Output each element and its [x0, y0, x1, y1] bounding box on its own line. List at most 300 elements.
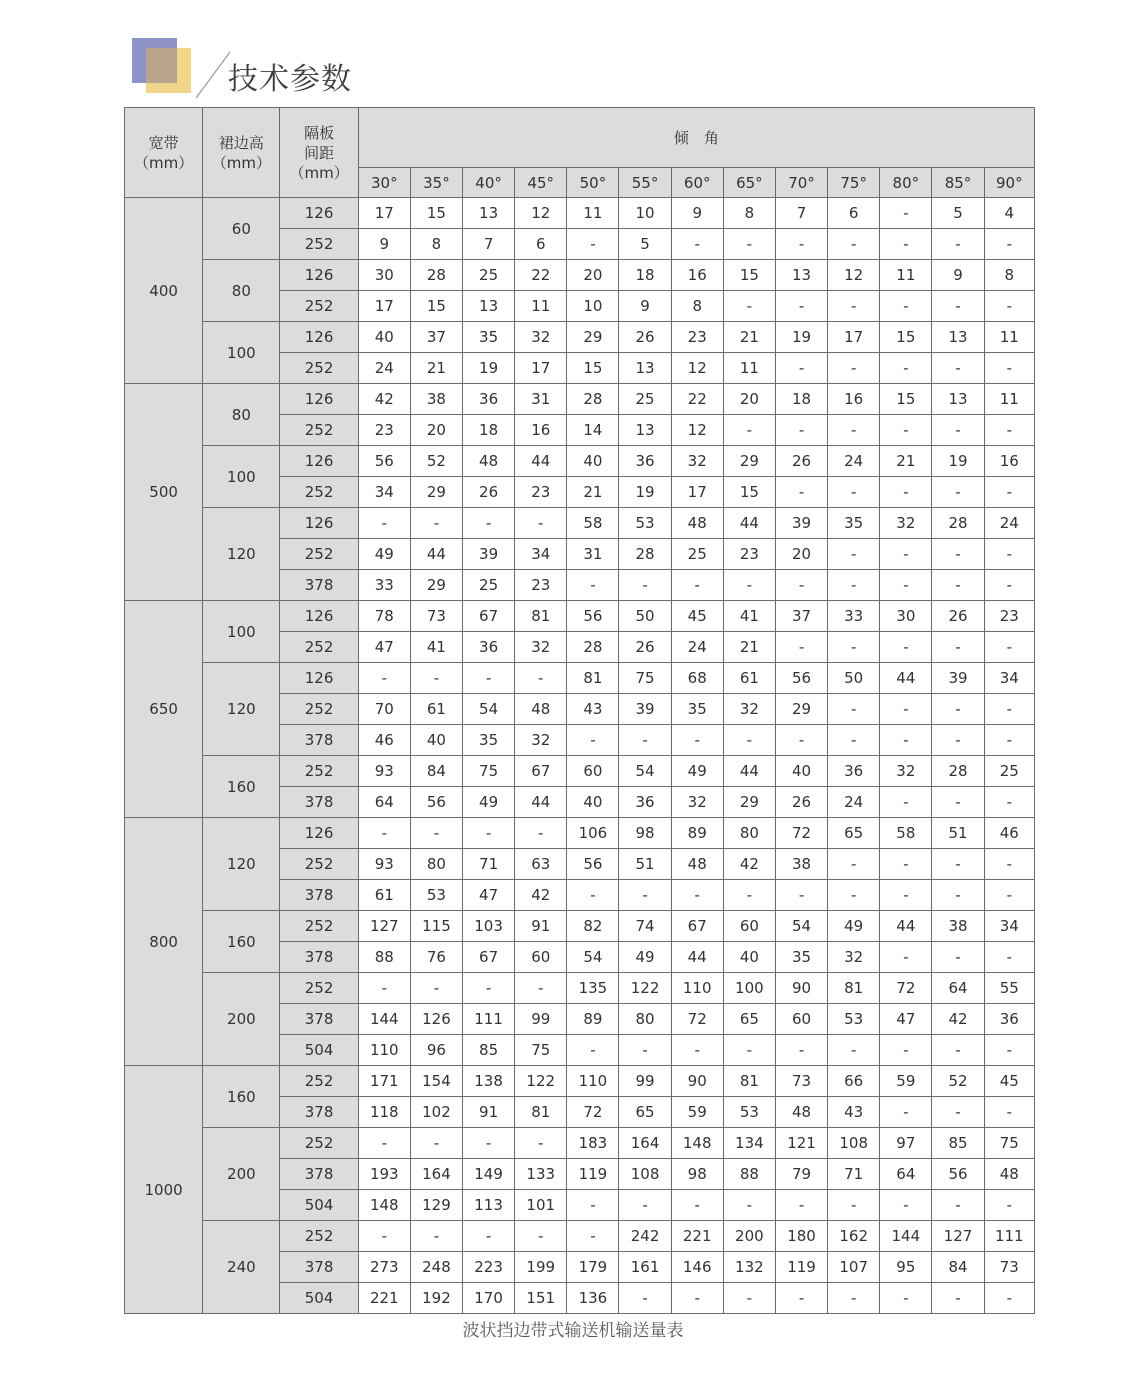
capacity-cell: 22 — [515, 260, 567, 291]
capacity-cell: 19 — [932, 446, 984, 477]
capacity-cell: 49 — [619, 942, 671, 973]
capacity-cell: - — [880, 725, 932, 756]
capacity-cell: 39 — [932, 663, 984, 694]
cleat-spacing-cell: 126 — [280, 260, 358, 291]
capacity-cell: 75 — [619, 663, 671, 694]
header-skirt: 裙边高 （mm） — [203, 108, 280, 198]
skirt-height-cell: 100 — [203, 322, 280, 384]
capacity-cell: 44 — [723, 508, 775, 539]
capacity-cell: 24 — [984, 508, 1034, 539]
capacity-cell: - — [671, 1035, 723, 1066]
capacity-cell: 192 — [410, 1283, 462, 1314]
capacity-cell: - — [775, 415, 827, 446]
skirt-height-cell: 80 — [203, 260, 280, 322]
capacity-cell: 26 — [463, 477, 515, 508]
capacity-cell: 33 — [828, 601, 880, 632]
capacity-cell: - — [880, 942, 932, 973]
capacity-cell: - — [775, 477, 827, 508]
capacity-cell: 36 — [463, 632, 515, 663]
capacity-cell: 35 — [828, 508, 880, 539]
capacity-cell: - — [463, 663, 515, 694]
capacity-cell: 81 — [723, 1066, 775, 1097]
capacity-cell: - — [410, 1128, 462, 1159]
capacity-cell: 9 — [619, 291, 671, 322]
cleat-spacing-cell: 378 — [280, 725, 358, 756]
capacity-cell: 54 — [567, 942, 619, 973]
cleat-spacing-cell: 252 — [280, 973, 358, 1004]
capacity-cell: 59 — [671, 1097, 723, 1128]
cleat-spacing-cell: 252 — [280, 1066, 358, 1097]
capacity-cell: 13 — [932, 322, 984, 353]
capacity-cell: - — [932, 415, 984, 446]
capacity-cell: 66 — [828, 1066, 880, 1097]
capacity-cell: 51 — [932, 818, 984, 849]
capacity-cell: - — [567, 570, 619, 601]
capacity-cell: 13 — [775, 260, 827, 291]
capacity-cell: 106 — [567, 818, 619, 849]
capacity-cell: - — [932, 849, 984, 880]
capacity-cell: - — [619, 570, 671, 601]
capacity-cell: 46 — [984, 818, 1034, 849]
capacity-cell: - — [671, 725, 723, 756]
skirt-height-cell: 100 — [203, 601, 280, 663]
capacity-cell: - — [984, 942, 1034, 973]
cleat-spacing-cell: 126 — [280, 322, 358, 353]
capacity-cell: 170 — [463, 1283, 515, 1314]
capacity-cell: 242 — [619, 1221, 671, 1252]
capacity-cell: 40 — [723, 942, 775, 973]
capacity-cell: 15 — [723, 260, 775, 291]
capacity-cell: - — [410, 1221, 462, 1252]
capacity-cell: - — [775, 1035, 827, 1066]
capacity-cell: - — [828, 415, 880, 446]
capacity-cell: - — [932, 1035, 984, 1066]
header-angle: 35° — [410, 168, 462, 198]
capacity-cell: 134 — [723, 1128, 775, 1159]
capacity-cell: 89 — [671, 818, 723, 849]
capacity-cell: 81 — [515, 601, 567, 632]
capacity-cell: 17 — [358, 291, 410, 322]
capacity-cell: - — [984, 880, 1034, 911]
cleat-spacing-cell: 252 — [280, 849, 358, 880]
capacity-cell: 91 — [515, 911, 567, 942]
capacity-cell: 76 — [410, 942, 462, 973]
capacity-cell: 67 — [463, 942, 515, 973]
cleat-spacing-cell: 378 — [280, 1004, 358, 1035]
capacity-cell: 154 — [410, 1066, 462, 1097]
capacity-cell: 23 — [984, 601, 1034, 632]
capacity-cell: 99 — [515, 1004, 567, 1035]
header-angle: 60° — [671, 168, 723, 198]
capacity-cell: 70 — [358, 694, 410, 725]
capacity-cell: 28 — [932, 508, 984, 539]
capacity-cell: 73 — [410, 601, 462, 632]
capacity-cell: 127 — [932, 1221, 984, 1252]
belt-width-cell: 400 — [125, 198, 203, 384]
capacity-cell: 44 — [515, 446, 567, 477]
capacity-cell: 20 — [775, 539, 827, 570]
capacity-cell: - — [515, 818, 567, 849]
capacity-cell: 6 — [515, 229, 567, 260]
capacity-cell: 60 — [775, 1004, 827, 1035]
capacity-cell: - — [880, 787, 932, 818]
capacity-cell: - — [984, 694, 1034, 725]
capacity-cell: - — [984, 570, 1034, 601]
capacity-cell: - — [828, 725, 880, 756]
capacity-cell: - — [880, 415, 932, 446]
capacity-cell: - — [671, 1190, 723, 1221]
capacity-cell: - — [880, 353, 932, 384]
capacity-cell: 13 — [932, 384, 984, 415]
capacity-cell: 28 — [619, 539, 671, 570]
capacity-cell: 180 — [775, 1221, 827, 1252]
capacity-cell: 31 — [567, 539, 619, 570]
skirt-height-cell: 120 — [203, 508, 280, 601]
capacity-cell: 16 — [671, 260, 723, 291]
capacity-cell: 20 — [567, 260, 619, 291]
capacity-cell: 19 — [463, 353, 515, 384]
capacity-cell: 30 — [880, 601, 932, 632]
capacity-cell: - — [984, 632, 1034, 663]
cleat-spacing-cell: 126 — [280, 663, 358, 694]
capacity-cell: - — [828, 1190, 880, 1221]
capacity-cell: 11 — [515, 291, 567, 322]
capacity-cell: 11 — [723, 353, 775, 384]
capacity-cell: 44 — [671, 942, 723, 973]
capacity-cell: - — [775, 353, 827, 384]
capacity-cell: 43 — [828, 1097, 880, 1128]
capacity-cell: 129 — [410, 1190, 462, 1221]
capacity-cell: 84 — [410, 756, 462, 787]
capacity-cell: - — [828, 229, 880, 260]
capacity-cell: 30 — [358, 260, 410, 291]
capacity-cell: 37 — [410, 322, 462, 353]
capacity-cell: 33 — [358, 570, 410, 601]
header-angle: 85° — [932, 168, 984, 198]
capacity-cell: 164 — [619, 1128, 671, 1159]
capacity-cell: - — [984, 1035, 1034, 1066]
capacity-cell: 8 — [984, 260, 1034, 291]
capacity-cell: 72 — [567, 1097, 619, 1128]
capacity-cell: 32 — [723, 694, 775, 725]
capacity-cell: 8 — [723, 198, 775, 229]
capacity-cell: - — [932, 787, 984, 818]
capacity-cell: 34 — [984, 663, 1034, 694]
capacity-cell: 23 — [515, 477, 567, 508]
cleat-spacing-cell: 252 — [280, 1221, 358, 1252]
capacity-cell: 99 — [619, 1066, 671, 1097]
capacity-cell: - — [358, 1221, 410, 1252]
capacity-cell: 97 — [880, 1128, 932, 1159]
capacity-cell: - — [932, 1190, 984, 1221]
table-row — [125, 973, 1035, 1004]
capacity-cell: - — [515, 1128, 567, 1159]
cleat-spacing-cell: 126 — [280, 446, 358, 477]
capacity-cell: 56 — [932, 1159, 984, 1190]
capacity-cell: 61 — [723, 663, 775, 694]
capacity-cell: - — [880, 570, 932, 601]
table-row — [125, 756, 1035, 787]
capacity-cell: 28 — [410, 260, 462, 291]
capacity-cell: 81 — [828, 973, 880, 1004]
capacity-cell: - — [775, 229, 827, 260]
capacity-cell: 36 — [463, 384, 515, 415]
capacity-cell: 100 — [723, 973, 775, 1004]
skirt-height-cell: 120 — [203, 663, 280, 756]
capacity-cell: - — [358, 973, 410, 1004]
capacity-cell: 51 — [619, 849, 671, 880]
capacity-cell: - — [828, 1035, 880, 1066]
capacity-cell: 17 — [358, 198, 410, 229]
belt-width-cell: 800 — [125, 818, 203, 1066]
cleat-spacing-cell: 252 — [280, 539, 358, 570]
capacity-cell: - — [671, 570, 723, 601]
capacity-cell: 39 — [775, 508, 827, 539]
capacity-cell: 65 — [828, 818, 880, 849]
capacity-cell: 21 — [723, 632, 775, 663]
capacity-cell: - — [775, 291, 827, 322]
capacity-cell: - — [880, 849, 932, 880]
cleat-spacing-cell: 504 — [280, 1190, 358, 1221]
capacity-cell: 171 — [358, 1066, 410, 1097]
capacity-cell: 53 — [410, 880, 462, 911]
cleat-spacing-cell: 252 — [280, 1128, 358, 1159]
header-angle: 45° — [515, 168, 567, 198]
capacity-cell: - — [932, 880, 984, 911]
capacity-cell: 9 — [671, 198, 723, 229]
capacity-cell: 148 — [671, 1128, 723, 1159]
page-title: 技术参数 — [228, 62, 352, 97]
capacity-cell: 133 — [515, 1159, 567, 1190]
cleat-spacing-cell: 252 — [280, 911, 358, 942]
capacity-cell: - — [463, 508, 515, 539]
capacity-cell: 42 — [723, 849, 775, 880]
capacity-cell: 24 — [828, 787, 880, 818]
capacity-cell: 44 — [880, 663, 932, 694]
header-angle: 80° — [880, 168, 932, 198]
capacity-cell: 119 — [567, 1159, 619, 1190]
capacity-cell: 43 — [567, 694, 619, 725]
skirt-height-cell: 60 — [203, 198, 280, 260]
capacity-cell: 23 — [723, 539, 775, 570]
skirt-height-cell: 120 — [203, 818, 280, 911]
capacity-cell: - — [775, 1190, 827, 1221]
capacity-cell: - — [723, 1035, 775, 1066]
capacity-cell: - — [984, 477, 1034, 508]
capacity-cell: 10 — [567, 291, 619, 322]
capacity-cell: - — [984, 1097, 1034, 1128]
capacity-cell: - — [723, 229, 775, 260]
capacity-cell: 199 — [515, 1252, 567, 1283]
capacity-cell: 54 — [463, 694, 515, 725]
header-spacing: 隔板 间距 （mm） — [280, 108, 358, 198]
capacity-cell: 73 — [984, 1252, 1034, 1283]
capacity-cell: - — [984, 229, 1034, 260]
capacity-cell: 85 — [463, 1035, 515, 1066]
capacity-cell: - — [828, 570, 880, 601]
capacity-cell: - — [880, 1097, 932, 1128]
capacity-cell: 81 — [515, 1097, 567, 1128]
belt-width-cell: 500 — [125, 384, 203, 601]
header-angle: 70° — [775, 168, 827, 198]
capacity-cell: 32 — [515, 322, 567, 353]
capacity-cell: 23 — [515, 570, 567, 601]
skirt-height-cell: 100 — [203, 446, 280, 508]
capacity-cell: 8 — [671, 291, 723, 322]
cleat-spacing-cell: 126 — [280, 601, 358, 632]
capacity-cell: 32 — [671, 446, 723, 477]
capacity-cell: 221 — [358, 1283, 410, 1314]
capacity-cell: 16 — [984, 446, 1034, 477]
capacity-cell: 21 — [410, 353, 462, 384]
skirt-height-cell: 160 — [203, 756, 280, 818]
capacity-cell: 47 — [463, 880, 515, 911]
logo-overlap-square — [146, 48, 177, 83]
capacity-cell: - — [880, 1283, 932, 1314]
capacity-cell: - — [723, 291, 775, 322]
capacity-cell: 138 — [463, 1066, 515, 1097]
capacity-cell: - — [619, 1190, 671, 1221]
capacity-cell: 67 — [671, 911, 723, 942]
capacity-cell: 61 — [358, 880, 410, 911]
capacity-cell: 26 — [619, 322, 671, 353]
capacity-cell: 102 — [410, 1097, 462, 1128]
header-angle: 40° — [463, 168, 515, 198]
capacity-cell: - — [619, 1035, 671, 1066]
capacity-cell: 13 — [463, 291, 515, 322]
capacity-cell: - — [410, 663, 462, 694]
capacity-cell: 26 — [932, 601, 984, 632]
capacity-cell: 32 — [671, 787, 723, 818]
capacity-cell: 84 — [932, 1252, 984, 1283]
capacity-cell: 12 — [671, 415, 723, 446]
capacity-cell: 26 — [619, 632, 671, 663]
capacity-cell: 45 — [671, 601, 723, 632]
capacity-cell: 60 — [723, 911, 775, 942]
capacity-cell: 72 — [671, 1004, 723, 1035]
capacity-cell: 7 — [463, 229, 515, 260]
capacity-cell: 29 — [410, 477, 462, 508]
capacity-cell: 32 — [515, 725, 567, 756]
capacity-cell: 75 — [984, 1128, 1034, 1159]
capacity-cell: 144 — [358, 1004, 410, 1035]
capacity-cell: 42 — [358, 384, 410, 415]
capacity-cell: 48 — [671, 508, 723, 539]
capacity-cell: 61 — [410, 694, 462, 725]
cleat-spacing-cell: 252 — [280, 229, 358, 260]
capacity-cell: - — [932, 353, 984, 384]
capacity-cell: 19 — [619, 477, 671, 508]
capacity-cell: 6 — [828, 198, 880, 229]
capacity-cell: 29 — [410, 570, 462, 601]
capacity-cell: 36 — [828, 756, 880, 787]
capacity-cell: - — [880, 477, 932, 508]
capacity-cell: 80 — [723, 818, 775, 849]
capacity-cell: - — [984, 291, 1034, 322]
cleat-spacing-cell: 252 — [280, 632, 358, 663]
capacity-cell: 79 — [775, 1159, 827, 1190]
capacity-cell: 71 — [828, 1159, 880, 1190]
capacity-cell: - — [775, 1283, 827, 1314]
capacity-cell: 73 — [775, 1066, 827, 1097]
capacity-cell: 40 — [358, 322, 410, 353]
table-row — [125, 260, 1035, 291]
header-angle: 55° — [619, 168, 671, 198]
capacity-cell: 36 — [619, 446, 671, 477]
header-angle: 65° — [723, 168, 775, 198]
capacity-cell: 12 — [671, 353, 723, 384]
capacity-cell: 161 — [619, 1252, 671, 1283]
header-row-top — [125, 108, 1035, 168]
capacity-cell: - — [828, 880, 880, 911]
capacity-cell: 75 — [463, 756, 515, 787]
capacity-cell: 52 — [932, 1066, 984, 1097]
cleat-spacing-cell: 126 — [280, 818, 358, 849]
capacity-cell: 44 — [515, 787, 567, 818]
capacity-cell: 24 — [671, 632, 723, 663]
capacity-cell: 118 — [358, 1097, 410, 1128]
capacity-cell: - — [358, 1128, 410, 1159]
capacity-cell: - — [984, 415, 1034, 446]
capacity-cell: - — [984, 1283, 1034, 1314]
capacity-cell: 40 — [410, 725, 462, 756]
capacity-cell: - — [828, 353, 880, 384]
capacity-cell: - — [463, 818, 515, 849]
capacity-cell: 223 — [463, 1252, 515, 1283]
capacity-cell: 121 — [775, 1128, 827, 1159]
capacity-cell: 53 — [828, 1004, 880, 1035]
capacity-cell: 15 — [880, 384, 932, 415]
capacity-cell: - — [880, 1035, 932, 1066]
capacity-cell: 56 — [567, 849, 619, 880]
capacity-cell: 93 — [358, 756, 410, 787]
capacity-cell: 135 — [567, 973, 619, 1004]
capacity-cell: 19 — [775, 322, 827, 353]
capacity-cell: - — [671, 880, 723, 911]
throughput-table — [124, 107, 1035, 1314]
capacity-cell: 164 — [410, 1159, 462, 1190]
capacity-cell: 64 — [880, 1159, 932, 1190]
capacity-cell: 80 — [410, 849, 462, 880]
capacity-cell: 85 — [932, 1128, 984, 1159]
capacity-cell: 55 — [984, 973, 1034, 1004]
cleat-spacing-cell: 252 — [280, 415, 358, 446]
capacity-cell: 56 — [410, 787, 462, 818]
capacity-cell: - — [515, 1221, 567, 1252]
capacity-cell: 72 — [880, 973, 932, 1004]
cleat-spacing-cell: 252 — [280, 477, 358, 508]
capacity-cell: - — [463, 973, 515, 1004]
capacity-cell: 60 — [515, 942, 567, 973]
capacity-cell: 16 — [515, 415, 567, 446]
capacity-cell: 29 — [567, 322, 619, 353]
capacity-cell: 25 — [984, 756, 1034, 787]
capacity-cell: 38 — [410, 384, 462, 415]
capacity-cell: - — [358, 508, 410, 539]
capacity-cell: 38 — [775, 849, 827, 880]
capacity-cell: 88 — [358, 942, 410, 973]
capacity-cell: - — [880, 539, 932, 570]
capacity-cell: 21 — [723, 322, 775, 353]
cleat-spacing-cell: 378 — [280, 1097, 358, 1128]
capacity-cell: 49 — [463, 787, 515, 818]
capacity-cell: 34 — [515, 539, 567, 570]
cleat-spacing-cell: 378 — [280, 1159, 358, 1190]
capacity-cell: 58 — [880, 818, 932, 849]
capacity-cell: 56 — [358, 446, 410, 477]
capacity-cell: 96 — [410, 1035, 462, 1066]
capacity-cell: - — [515, 508, 567, 539]
